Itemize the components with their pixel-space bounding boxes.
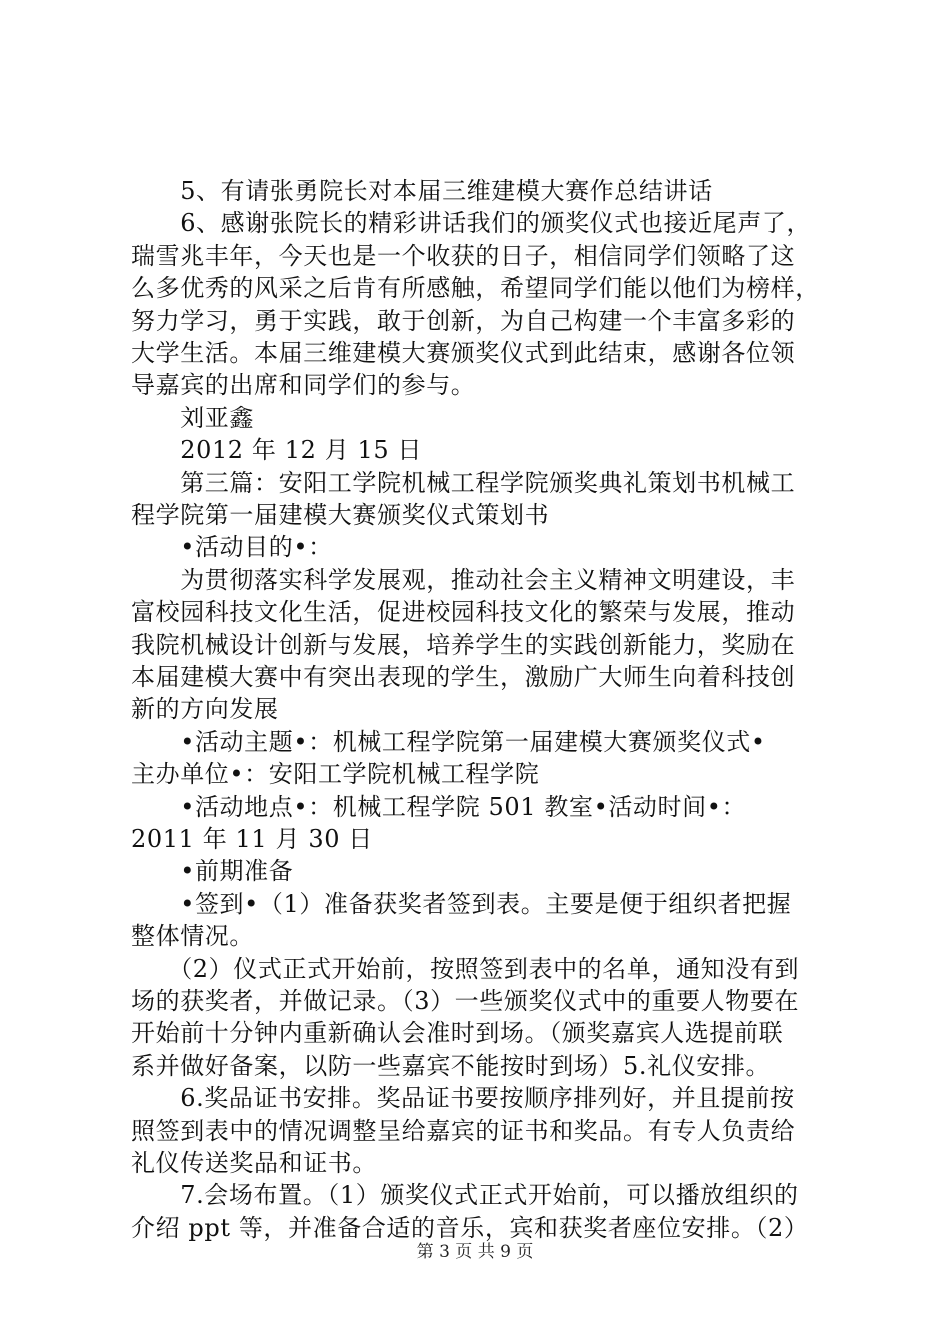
text-line: 刘亚鑫 bbox=[131, 403, 254, 432]
text-line: 富校园科技文化生活，促进校园科技文化的繁荣与发展，推动 bbox=[131, 598, 796, 627]
text-line: 场的获奖者，并做记录。（3）一些颁奖仪式中的重要人物要在 bbox=[131, 987, 800, 1015]
text-line: •活动地点•：机械工程学院 501 教室•活动时间•： bbox=[131, 792, 747, 821]
text-line: •签到•（1）准备获奖者签到表。主要是便于组织者把握 bbox=[131, 889, 792, 918]
text-line: 新的方向发展 bbox=[131, 695, 279, 724]
text-line: 2012 年 12 月 15 日 bbox=[131, 436, 423, 465]
page-footer: 第 3 页 共 9 页 bbox=[416, 1242, 534, 1262]
text-line: 导嘉宾的出席和同学们的参与。 bbox=[131, 371, 476, 400]
text-line: 我院机械设计创新与发展，培养学生的实践创新能力，奖励在 bbox=[131, 630, 796, 659]
text-line: 为贯彻落实科学发展观，推动社会主义精神文明建设，丰 bbox=[131, 565, 796, 594]
text-line: 6.奖品证书安排。奖品证书要按顺序排列好，并且提前按 bbox=[131, 1084, 795, 1113]
text-line: 5、有请张勇院长对本届三维建模大赛作总结讲话 bbox=[131, 177, 713, 205]
text-line: 介绍 ppt 等，并准备合适的音乐，宾和获奖者座位安排。（2） bbox=[131, 1213, 809, 1242]
text-line: 程学院第一届建模大赛颁奖仪式策划书 bbox=[131, 501, 550, 529]
text-line: 6、感谢张院长的精彩讲话我们的颁奖仪式也接近尾声了， bbox=[131, 209, 812, 238]
text-line: （2）仪式正式开始前，按照签到表中的名单，通知没有到 bbox=[131, 954, 800, 983]
text-line: •活动主题•：机械工程学院第一届建模大赛颁奖仪式• bbox=[131, 727, 766, 756]
text-line: 2011 年 11 月 30 日 bbox=[131, 825, 373, 853]
text-line: 瑞雪兆丰年，今天也是一个收获的日子，相信同学们领略了这 bbox=[131, 241, 796, 270]
text-line: •活动目的•： bbox=[131, 533, 333, 562]
text-line: 开始前十分钟内重新确认会准时到场。（颁奖嘉宾人选提前联 bbox=[131, 1019, 784, 1048]
text-line: 主办单位•：安阳工学院机械工程学院 bbox=[131, 760, 540, 789]
text-line: 么多优秀的风采之后肯有所感触，希望同学们能以他们为榜样， bbox=[131, 274, 820, 303]
text-line: 努力学习，勇于实践，敢于创新，为自己构建一个丰富多彩的 bbox=[131, 306, 796, 335]
text-line: 第三篇：安阳工学院机械工程学院颁奖典礼策划书机械工 bbox=[131, 468, 796, 497]
text-line: •前期准备 bbox=[131, 857, 294, 886]
text-line: 系并做好备案，以防一些嘉宾不能按时到场）5.礼仪安排。 bbox=[131, 1051, 771, 1080]
text-line: 大学生活。本届三维建模大赛颁奖仪式到此结束，感谢各位领 bbox=[131, 339, 796, 367]
text-line: 照签到表中的情况调整呈给嘉宾的证书和奖品。有专人负责给 bbox=[131, 1116, 796, 1145]
text-line: 礼仪传送奖品和证书。 bbox=[131, 1149, 377, 1177]
text-line: 整体情况。 bbox=[131, 922, 254, 951]
text-line: 本届建模大赛中有突出表现的学生，激励广大师生向着科技创 bbox=[131, 663, 796, 691]
text-line: 7.会场布置。（1）颁奖仪式正式开始前，可以播放组织的 bbox=[131, 1181, 799, 1210]
